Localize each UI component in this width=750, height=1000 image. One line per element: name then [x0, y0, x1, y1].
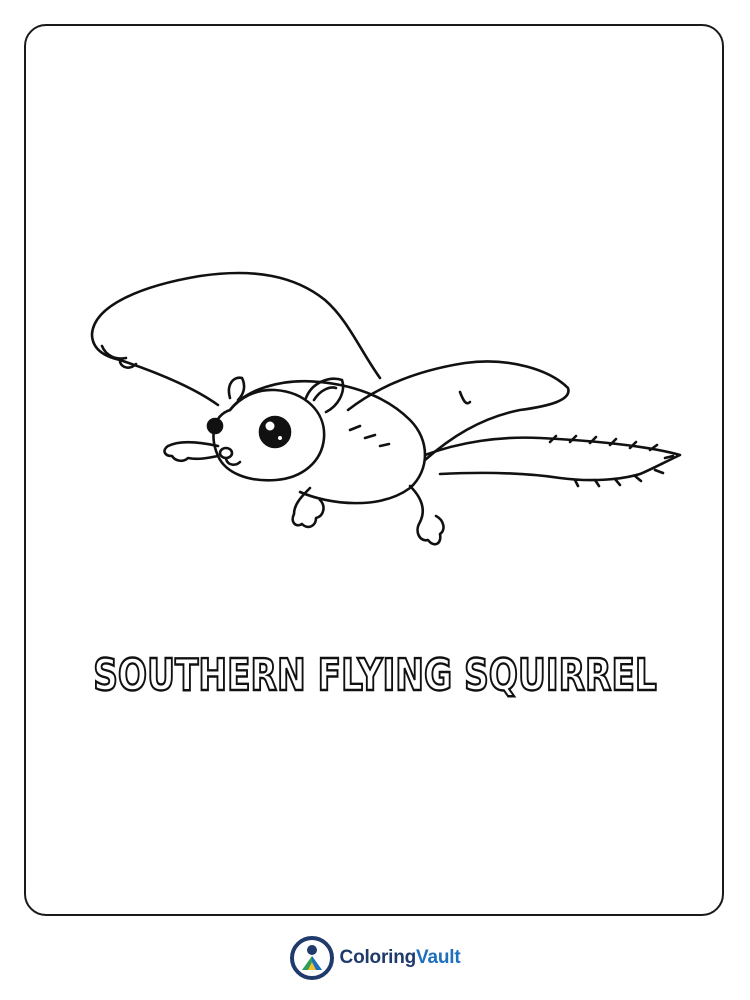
body — [230, 381, 425, 503]
coloringvault-logo-icon — [290, 936, 334, 980]
tail — [425, 438, 680, 480]
brand-footer[interactable] — [0, 934, 750, 982]
brand-name-part1: Coloring — [339, 947, 417, 968]
front-paw — [165, 442, 218, 461]
ear-inner — [314, 388, 336, 401]
mouth — [226, 459, 240, 465]
eye-left — [208, 419, 222, 433]
back-leg — [410, 486, 443, 544]
flying-squirrel-illustration — [80, 260, 700, 570]
nose — [220, 448, 232, 458]
eye-highlight — [266, 422, 275, 431]
page-title: SOUTHERN FLYING SQUIRREL — [93, 650, 657, 701]
eye — [260, 417, 290, 447]
brand-name — [340, 947, 461, 969]
eye-highlight-small — [278, 436, 282, 440]
belly-fur — [350, 426, 389, 446]
brand-name-part2: Vault — [416, 947, 461, 968]
right-membrane-drip — [460, 392, 470, 403]
back-ear — [229, 378, 244, 400]
